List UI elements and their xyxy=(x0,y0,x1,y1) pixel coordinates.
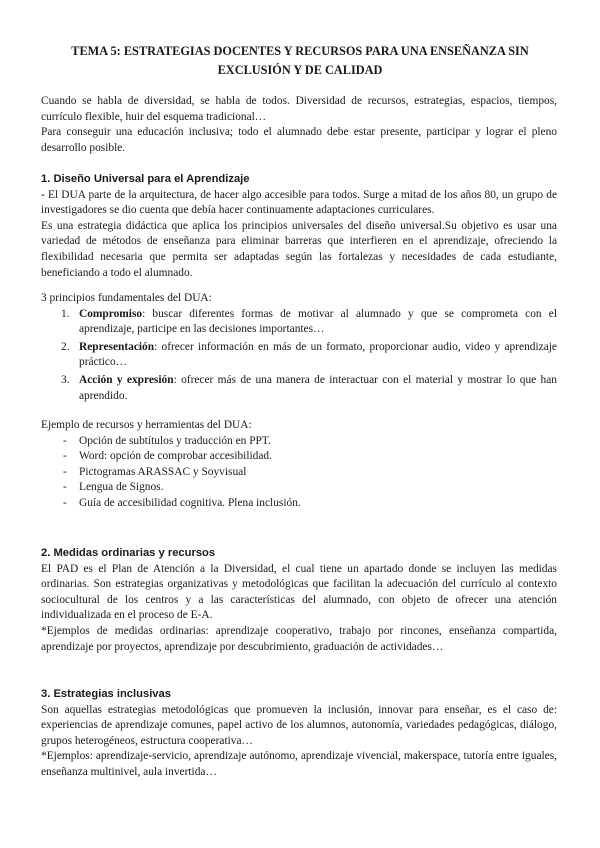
resource-text: Pictogramas ARASSAC y Soyvisual xyxy=(79,465,247,478)
section-3-paragraph-1: Son aquellas estrategias metodológicas que promueven la inclusión, innovar para enseñar, es el caso de: experiencias de aprendizaje comunes, papel activo de los alumnos, autonomía, variedades pedagógicas, diálogo, grupos heterogéneos, estructura cooperativa… xyxy=(41,703,557,747)
resource-text: Opción de subtítulos y traducción en PPT. xyxy=(79,434,271,447)
dash-bullet: - xyxy=(63,481,67,494)
resource-item xyxy=(41,449,557,465)
section-2 xyxy=(41,546,557,655)
section-1-paragraph-2: Es una estrategia didáctica que aplica los principios universales del diseño universal.Su objetivo es usar una variedad de métodos de enseñanza para eliminar barreras que interfieren en el aprendizaje, ofreciendo la flexibilidad necesaria que permita ser adaptadas según las fortalezas y necesidades de cada estudiante, beneficiando a todo el alumnado. xyxy=(41,219,557,279)
section-2-heading: 2. Medidas ordinarias y recursos xyxy=(41,547,216,559)
intro-paragraph-2: Para conseguir una educación inclusiva; todo el alumnado debe estar presente, participar y lograr el pleno desarrollo posible. xyxy=(41,126,557,154)
section-2-paragraph-1: El PAD es el Plan de Atención a la Diversidad, el cual tiene un apartado donde se incluyen las medidas ordinarias. Son estrategias organizativas y metodológicas que facilitan la adecuación del currículo al contexto sociocultural de los centros y a las características del alumnado, con objeto de ofrecer una atención individualizada en el proceso de E-A. xyxy=(41,562,557,622)
dash-bullet: - xyxy=(63,450,67,463)
resource-item xyxy=(41,480,557,496)
principle-text: : ofrecer información en más de un formato, proporcionar audio, video y aprendizaje práctico… xyxy=(79,340,557,369)
section-1-paragraph-1: - El DUA parte de la arquitectura, de hacer algo accesible para todos. Surge a mitad de los años 80, un grupo de investigadores se dio cuenta que debía hacer continuamente adaptaciones curriculares. xyxy=(41,188,557,217)
principle-term: Acción y expresión xyxy=(79,373,174,386)
principles-intro: 3 principios fundamentales del DUA: xyxy=(41,292,212,304)
section-2-paragraph-2: *Ejemplos de medidas ordinarias: aprendizaje cooperativo, trabajo por rincones, enseñanza compartida, aprendizaje por proyectos, aprendizaje por descubrimiento, graduación de actividades… xyxy=(41,624,557,653)
resource-item xyxy=(41,465,557,481)
principles-block xyxy=(41,291,557,406)
resource-text: Word: opción de comprobar accesibilidad. xyxy=(79,450,272,463)
principle-number: 3. xyxy=(61,373,70,386)
intro-block xyxy=(41,94,557,156)
principle-item xyxy=(41,340,557,371)
principle-item xyxy=(41,373,557,404)
dash-bullet: - xyxy=(63,465,67,478)
intro-paragraph-1: Cuando se habla de diversidad, se habla de todos. Diversidad de recursos, estrategias, espacios, tiempos, currículo flexible, huir del esquema tradicional… xyxy=(41,95,557,123)
dash-bullet: - xyxy=(63,434,67,447)
resources-intro: Ejemplo de recursos y herramientas del DUA: xyxy=(41,419,252,431)
principle-number: 1. xyxy=(61,307,70,320)
principles-list xyxy=(41,307,557,405)
section-3-paragraph-2: *Ejemplos: aprendizaje-servicio, aprendizaje autónomo, aprendizaje vivencial, makerspace, tutoría entre iguales, enseñanza multinivel, aula invertida… xyxy=(41,750,557,778)
section-1 xyxy=(41,172,557,281)
principle-item xyxy=(41,307,557,338)
principle-term: Representación xyxy=(79,340,155,353)
dash-bullet: - xyxy=(63,496,67,509)
principle-text: : buscar diferentes formas de motivar al alumnado y que se comprometa con el aprendizaje, participe en las decisiones importantes… xyxy=(79,307,557,336)
section-3-heading: 3. Estrategias inclusivas xyxy=(41,688,171,700)
document-title: TEMA 5: ESTRATEGIAS DOCENTES Y RECURSOS PARA UNA ENSEÑANZA SIN EXCLUSIÓN Y DE CALIDAD xyxy=(71,44,529,77)
resource-text: Guía de accesibilidad cognitiva. Plena inclusión. xyxy=(79,496,301,509)
resource-item xyxy=(41,496,557,512)
principle-term: Compromiso xyxy=(79,307,143,320)
principle-text: : ofrecer más de una manera de interactuar con el material y mostrar lo que han aprendido. xyxy=(79,373,557,402)
resources-block xyxy=(41,418,557,512)
principle-number: 2. xyxy=(61,340,70,353)
section-3 xyxy=(41,687,557,781)
resource-text: Lengua de Signos. xyxy=(79,481,164,494)
resource-item xyxy=(41,434,557,450)
resources-list xyxy=(41,434,557,512)
section-1-heading: 1. Diseño Universal para el Aprendizaje xyxy=(41,173,250,185)
